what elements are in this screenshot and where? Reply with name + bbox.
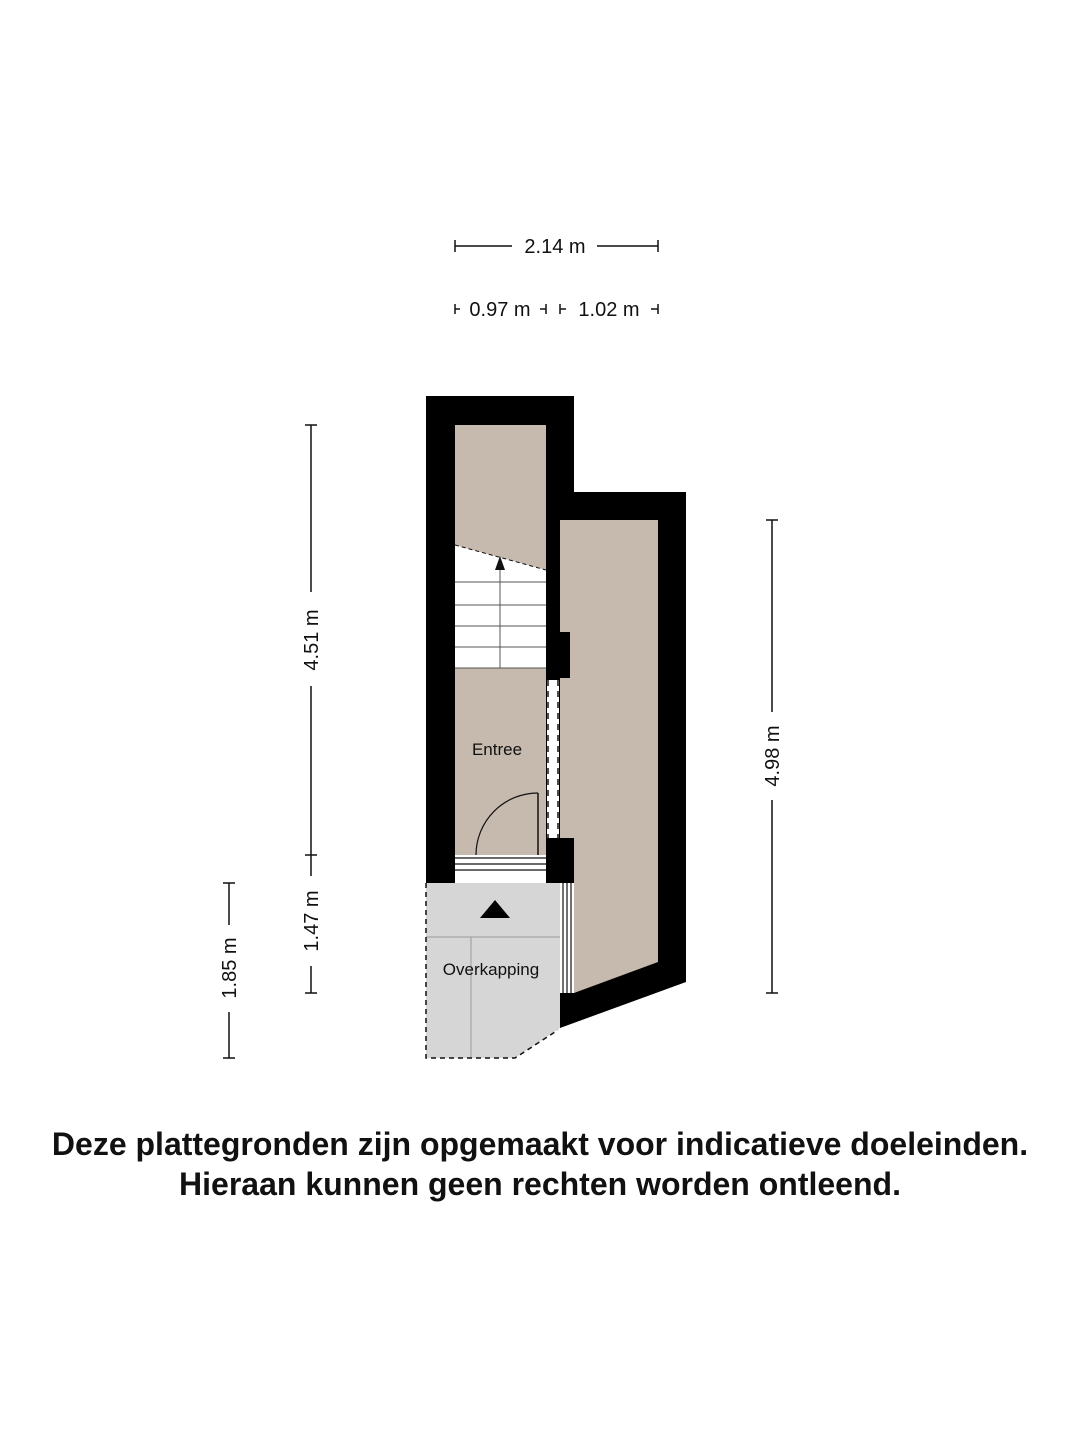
dimension-top-left-label: 0.97 m [469,299,531,321]
room-label-overkapping: Overkapping [442,960,540,979]
dimension-left-upper [301,425,323,855]
dimension-left-outer [219,883,241,1058]
dimension-right-label: 4.98 m [762,725,784,787]
dimension-top-left [455,299,546,321]
side-window [560,883,574,993]
dimension-top-right [560,299,658,321]
disclaimer-line-1: Deze plattegronden zijn opgemaakt voor indicatieve doeleinden. [51,1126,1029,1162]
dimension-left-lower-label: 1.47 m [301,890,323,952]
dimension-left-outer-label: 1.85 m [219,937,241,999]
disclaimer-line-2: Hieraan kunnen geen rechten worden ontleend. [179,1166,901,1202]
dimension-top-right-label: 1.02 m [578,299,640,321]
partition-opening [547,680,559,838]
dimension-top-total [455,236,658,258]
dimension-left-upper-label: 4.51 m [301,609,323,671]
room-label-entree: Entree [471,740,523,759]
floor-right-room [560,520,658,993]
dimension-right [762,520,784,993]
dimension-left-lower [301,855,323,993]
dimension-top-total-label: 2.14 m [524,236,586,258]
